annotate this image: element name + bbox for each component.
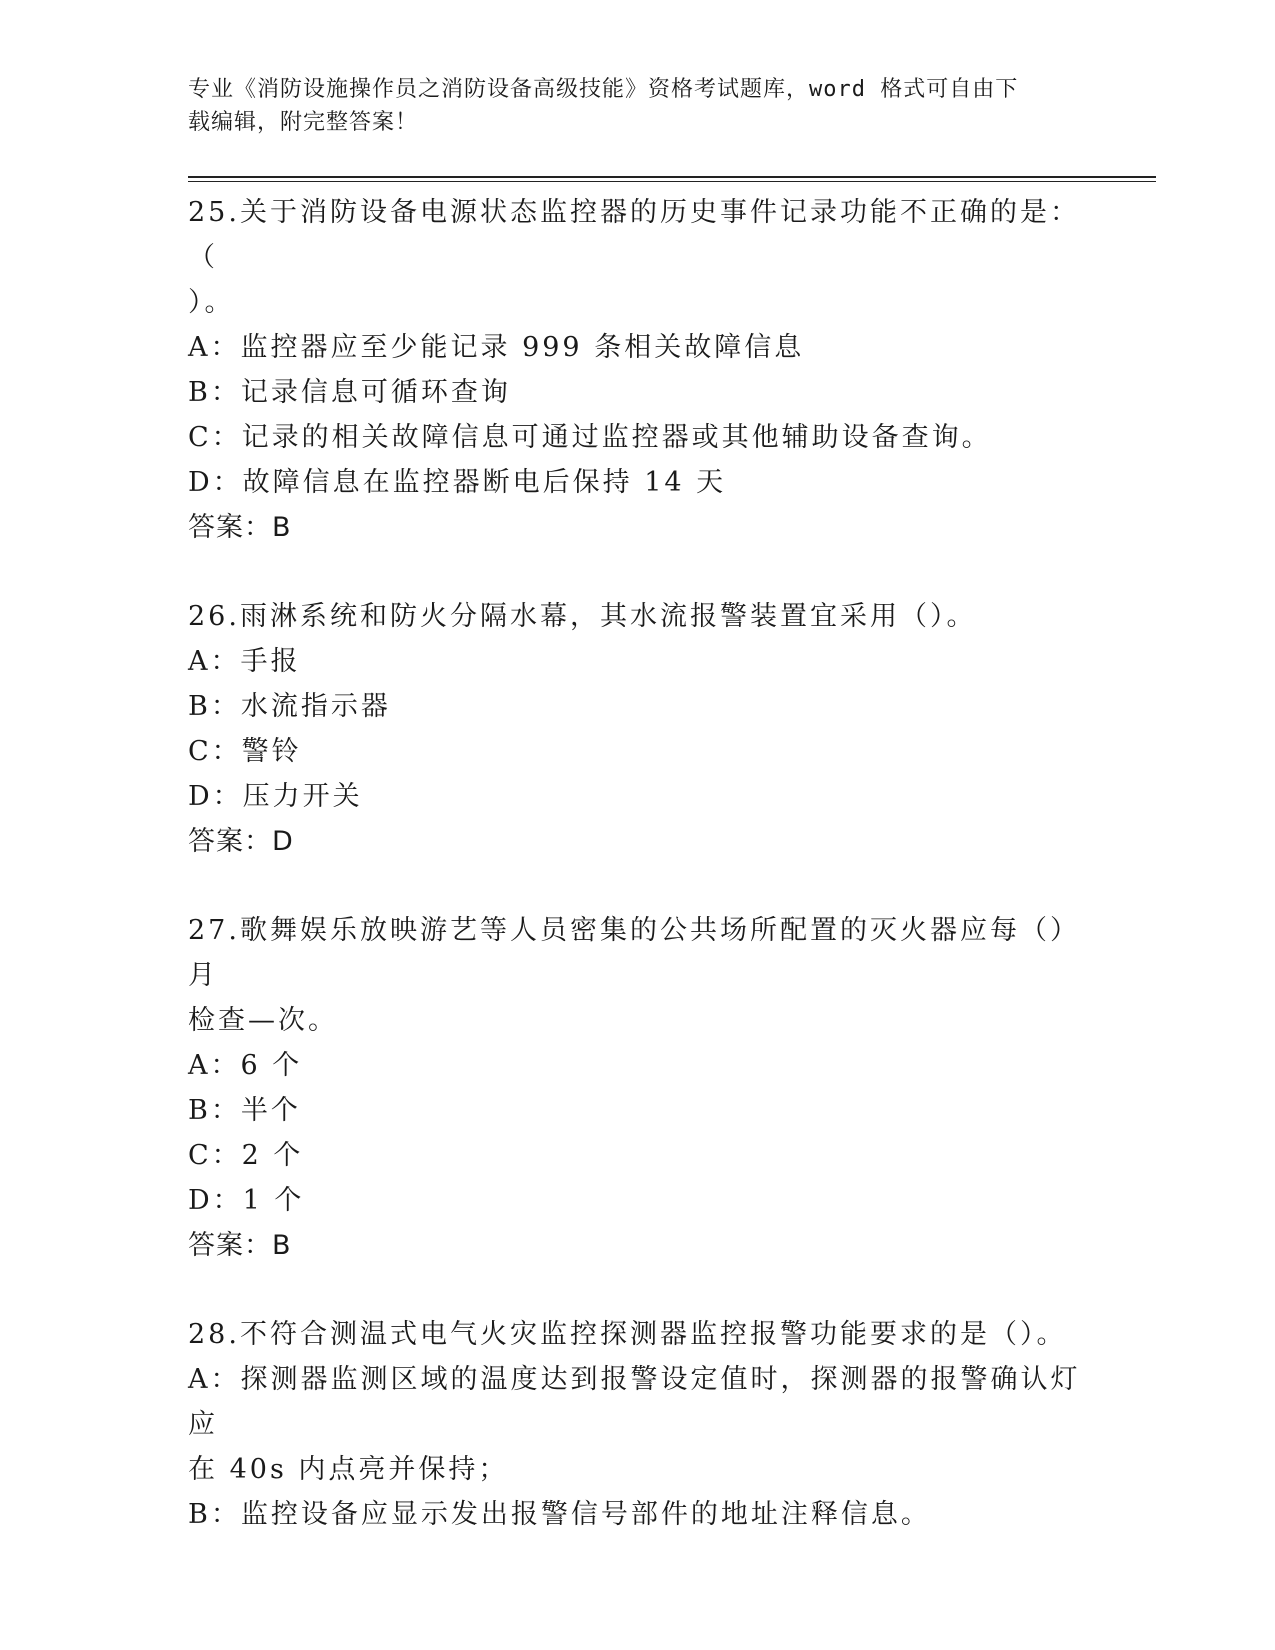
- option-b: B：监控设备应显示发出报警信号部件的地址注释信息。: [188, 1499, 931, 1530]
- question-stem-continued: ）。: [188, 287, 235, 318]
- question-stem: 25.关于消防设备电源状态监控器的历史事件记录功能不正确的是：（: [188, 197, 1080, 273]
- question-stem: 28.不符合测温式电气火灾监控探测器监控报警功能要求的是（）。: [188, 1319, 1067, 1350]
- answer: 答案：D: [188, 826, 294, 857]
- option-c: C：警铃: [188, 736, 302, 767]
- question-list: [188, 190, 1088, 1581]
- question-stem-continued: 检查—次。: [188, 1005, 338, 1036]
- option-b: B：记录信息可循环查询: [188, 377, 511, 408]
- option-c: C：2 个: [188, 1140, 304, 1171]
- answer: 答案：B: [188, 1230, 292, 1261]
- option-c: C：记录的相关故障信息可通过监控器或其他辅助设备查询。: [188, 422, 992, 453]
- header-divider-thick: [188, 176, 1156, 178]
- option-a-continued: 在 40s 内点亮并保持；: [188, 1454, 509, 1485]
- option-b: B：水流指示器: [188, 691, 391, 722]
- question-stem: 27.歌舞娱乐放映游艺等人员密集的公共场所配置的灭火器应每（）月: [188, 915, 1080, 991]
- option-a: A：6 个: [188, 1050, 303, 1081]
- option-a: A：探测器监测区域的温度达到报警设定值时，探测器的报警确认灯应: [188, 1364, 1081, 1440]
- header-line-2: 载编辑，附完整答案！: [188, 110, 419, 135]
- option-b: B：半个: [188, 1095, 301, 1126]
- question-27: [188, 908, 1088, 1268]
- document-header: [188, 73, 1068, 139]
- header-divider-thin: [188, 181, 1156, 182]
- option-d: D：1 个: [188, 1185, 305, 1216]
- option-d: D：故障信息在监控器断电后保持 14 天: [188, 467, 727, 498]
- header-line-1: 专业《消防设施操作员之消防设备高级技能》资格考试题库，word 格式可自由下: [188, 77, 1019, 102]
- question-stem: 26.雨淋系统和防火分隔水幕，其水流报警装置宜采用（）。: [188, 601, 977, 632]
- question-28: [188, 1312, 1088, 1537]
- answer: 答案：B: [188, 512, 292, 543]
- question-26: [188, 594, 1088, 864]
- option-a: A：监控器应至少能记录 999 条相关故障信息: [188, 332, 805, 363]
- question-25: [188, 190, 1088, 550]
- option-a: A：手报: [188, 646, 301, 677]
- option-d: D：压力开关: [188, 781, 363, 812]
